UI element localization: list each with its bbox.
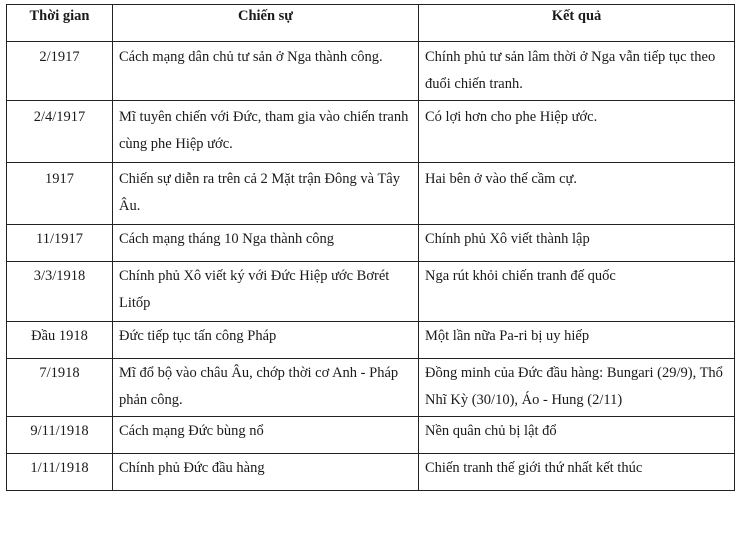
cell-event: Cách mạng tháng 10 Nga thành công — [113, 225, 419, 262]
header-event: Chiến sự — [113, 5, 419, 42]
cell-time: 2/4/1917 — [7, 101, 113, 163]
table-row — [7, 101, 735, 163]
table-row — [7, 322, 735, 359]
cell-event: Đức tiếp tục tấn công Pháp — [113, 322, 419, 359]
header-row — [7, 5, 735, 42]
table-row — [7, 359, 735, 417]
cell-time: Đầu 1918 — [7, 322, 113, 359]
cell-event: Chính phủ Xô viết ký với Đức Hiệp ước Bơrét Litốp — [113, 262, 419, 322]
cell-event: Cách mạng Đức bùng nổ — [113, 417, 419, 454]
header-result: Kết quả — [419, 5, 735, 42]
cell-result: Nền quân chủ bị lật đổ — [419, 417, 735, 454]
cell-event: Mĩ đổ bộ vào châu Âu, chớp thời cơ Anh - Pháp phản công. — [113, 359, 419, 417]
table-row — [7, 163, 735, 225]
cell-time: 9/11/1918 — [7, 417, 113, 454]
cell-time: 1917 — [7, 163, 113, 225]
table-row — [7, 262, 735, 322]
cell-time: 11/1917 — [7, 225, 113, 262]
cell-result: Chính phủ Xô viết thành lập — [419, 225, 735, 262]
table-row — [7, 42, 735, 101]
table-row — [7, 225, 735, 262]
cell-event: Mĩ tuyên chiến với Đức, tham gia vào chiến tranh cùng phe Hiệp ước. — [113, 101, 419, 163]
cell-result: Hai bên ở vào thế cầm cự. — [419, 163, 735, 225]
table-row — [7, 454, 735, 491]
header-time: Thời gian — [7, 5, 113, 42]
cell-result: Chính phủ tư sản lâm thời ở Nga vẫn tiếp tục theo đuổi chiến tranh. — [419, 42, 735, 101]
cell-result: Nga rút khỏi chiến tranh đế quốc — [419, 262, 735, 322]
cell-time: 7/1918 — [7, 359, 113, 417]
events-table — [6, 4, 735, 491]
cell-result: Có lợi hơn cho phe Hiệp ước. — [419, 101, 735, 163]
table-row — [7, 417, 735, 454]
cell-event: Chiến sự diễn ra trên cả 2 Mặt trận Đông và Tây Âu. — [113, 163, 419, 225]
cell-result: Đồng minh của Đức đầu hàng: Bungari (29/9), Thổ Nhĩ Kỳ (30/10), Áo - Hung (2/11) — [419, 359, 735, 417]
cell-result: Một lần nữa Pa-ri bị uy hiếp — [419, 322, 735, 359]
cell-time: 2/1917 — [7, 42, 113, 101]
cell-time: 3/3/1918 — [7, 262, 113, 322]
cell-event: Chính phủ Đức đầu hàng — [113, 454, 419, 491]
cell-time: 1/11/1918 — [7, 454, 113, 491]
cell-event: Cách mạng dân chủ tư sản ở Nga thành công. — [113, 42, 419, 101]
cell-result: Chiến tranh thế giới thứ nhất kết thúc — [419, 454, 735, 491]
